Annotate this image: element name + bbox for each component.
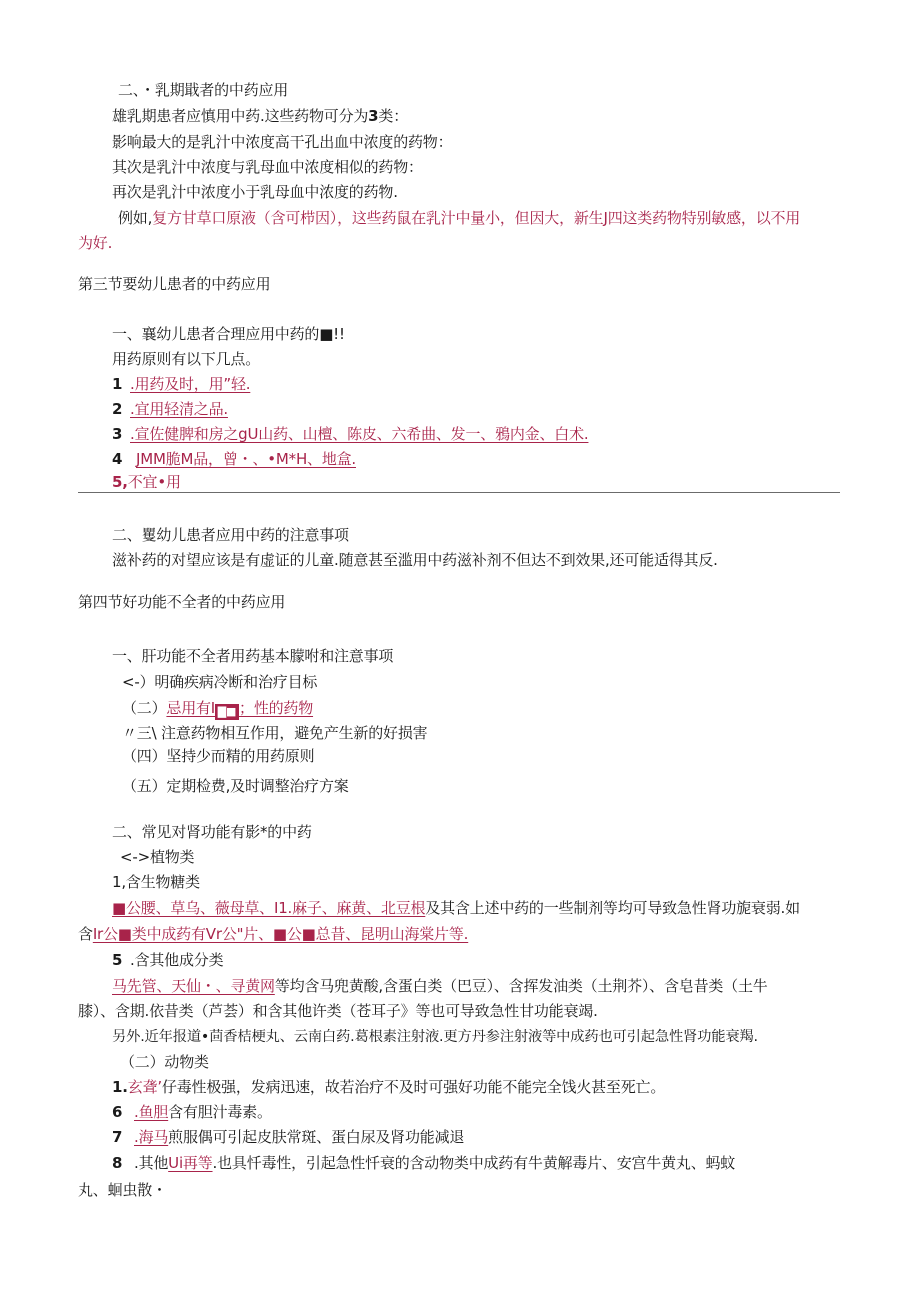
paragraph <box>78 924 468 944</box>
highlight-text: 玄聋’ <box>127 1078 162 1096</box>
list-number: 5 <box>112 951 123 969</box>
list-item <box>112 399 228 419</box>
paragraph: 膝）、含期.依昔类（芦荟）和含其他许类（苍耳子》等也可导致急性甘功能衰竭. <box>78 1002 598 1020</box>
text: .也具忏毒性，引起急性忏衰的含动物类中成药有牛黄解毒片、安宫牛黄丸、蚂蚊 <box>212 1154 736 1172</box>
highlight-text: 忌用有I <box>166 699 216 717</box>
divider <box>78 492 840 493</box>
list-item: <-）明确疾病冷断和治疗目标 <box>122 673 318 691</box>
highlight-text: Ui再等 <box>168 1154 213 1172</box>
highlight-text: .海马 <box>134 1128 169 1146</box>
list-text: JMM脆M品，曾・、•M*H、地盒. <box>136 450 356 468</box>
paragraph: 影响最大的是乳汁中浓度高干孔出血中浓度的药物： <box>112 133 453 151</box>
list-number: 8 <box>112 1154 123 1172</box>
list-text: .宜用轻清之品. <box>130 400 228 418</box>
list-text: .用药及时，用”轻. <box>130 375 251 393</box>
paragraph: 滋补药的对望应该是有虚证的儿童.随意甚至滥用中药滋补剂不但达不到效果,还可能适得其反. <box>112 551 718 569</box>
group-heading <box>112 950 223 970</box>
paragraph <box>112 106 408 126</box>
list-item <box>112 1127 464 1147</box>
list-item <box>112 374 250 394</box>
text: 仔毒性极强，发病迅速，故若治疗不及时可强好功能不能完全饯火甚至死亡。 <box>161 1078 666 1096</box>
highlight-text: ；性的药物 <box>239 699 314 717</box>
highlight-text: 为好. <box>78 234 113 252</box>
list-item <box>112 1153 735 1173</box>
paragraph: 其次是乳汁中浓度与乳母血中浓度相似的药物： <box>112 158 423 176</box>
list-item: 〃三\ 注意药物相互作用，避免产生新的好损害 <box>122 724 428 742</box>
paragraph <box>118 208 800 228</box>
subsection-heading: 二、矍幼儿患者应用中药的注意事项 <box>112 526 349 544</box>
highlight-text: 复方甘草口原液（含可栉因），这些药鼠在乳汁中量小，但因大，新生J四这类药物特别敏感，以不用 <box>152 209 801 227</box>
list-text: .宣佐健脾和房之gU山药、山檀、陈皮、六希曲、发一、鴉内金、白术. <box>130 425 589 443</box>
redacted-mark: ▇■ <box>215 704 239 720</box>
list-number: 3 <box>112 425 123 443</box>
list-item <box>112 449 356 469</box>
list-item <box>112 1077 665 1097</box>
list-number: 1. <box>112 1078 128 1096</box>
text: 等均含马兜黄酸,含蛋白类（巴豆）、含挥发油类（土荆芥）、含皂昔类（土牛 <box>274 977 768 995</box>
list-item <box>112 424 588 444</box>
list-number: 4 <box>112 450 123 468</box>
group-heading: 1,含生物糖类 <box>112 873 200 891</box>
list-item: （四）坚持少而精的用药原则 <box>122 747 315 765</box>
paragraph <box>112 976 768 996</box>
paragraph: 丸、蛔虫散・ <box>78 1181 167 1199</box>
text: .其他 <box>134 1154 169 1172</box>
section-title: 第三节要幼儿患者的中药应用 <box>78 275 271 293</box>
highlight-text: 马先管、天仙・、寻黄网 <box>112 977 275 995</box>
category-label: <->植物类 <box>120 848 195 866</box>
category-label: （二）动物类 <box>120 1053 209 1071</box>
subsection-heading: 一、肝功能不全者用药基本朦咐和注意事项 <box>112 647 394 665</box>
highlight-text: Ir公■类中成药有Vr公"片、■公■总昔、昆明山海棠片等. <box>92 925 469 943</box>
list-number: 5, <box>112 473 128 491</box>
list-number: 7 <box>112 1128 123 1146</box>
paragraph <box>112 898 800 918</box>
subsection-heading: 一、襄幼儿患者合理应用中药的■!! <box>112 325 345 343</box>
text: 类： <box>378 107 409 125</box>
list-item <box>112 472 181 492</box>
list-item: （五）定期检费,及时调整治疗方案 <box>122 777 349 795</box>
text: 例如, <box>118 209 153 227</box>
text: （二） <box>122 699 167 717</box>
text: 及其含上述中药的一些制剂等均可导致急性肾功旎衰弱.如 <box>425 899 800 917</box>
list-text: 不宜•用 <box>127 473 181 491</box>
section-heading: 二、・乳期戢者的中药应用 <box>118 81 289 99</box>
text: 雄乳期患者应慎用中药.这些药物可分为 <box>112 107 369 125</box>
subsection-heading: 二、常见对肾功能有影*的中药 <box>112 823 312 841</box>
text: 含 <box>78 925 93 943</box>
paragraph: 用药原则有以下几点。 <box>112 350 261 368</box>
paragraph: 再次是乳汁中浓度小于乳母血中浓度的药物. <box>112 183 398 201</box>
highlight-text: .鱼胆 <box>134 1103 169 1121</box>
text: .含其他成分类 <box>130 951 224 969</box>
section-title: 第四节好功能不全者的中药应用 <box>78 593 286 611</box>
text: 煎服偶可引起皮肤常斑、蛋白尿及肾功能减退 <box>168 1128 465 1146</box>
list-item <box>112 1102 272 1122</box>
text: 含有胆汁毒素。 <box>168 1103 272 1121</box>
text-num: 3 <box>368 107 379 125</box>
highlight-text: ■公腰、草乌、薇母草、I1.麻子、麻黄、北豆根 <box>112 899 426 917</box>
list-number: 1 <box>112 375 123 393</box>
paragraph: 另外.近年报道•茴香桔梗丸、云南白药.葛根素注射液.更方丹参注射液等中成药也可引起急性肾功能衰羯. <box>112 1029 758 1045</box>
list-number: 2 <box>112 400 123 418</box>
list-item <box>122 698 313 720</box>
list-number: 6 <box>112 1103 123 1121</box>
